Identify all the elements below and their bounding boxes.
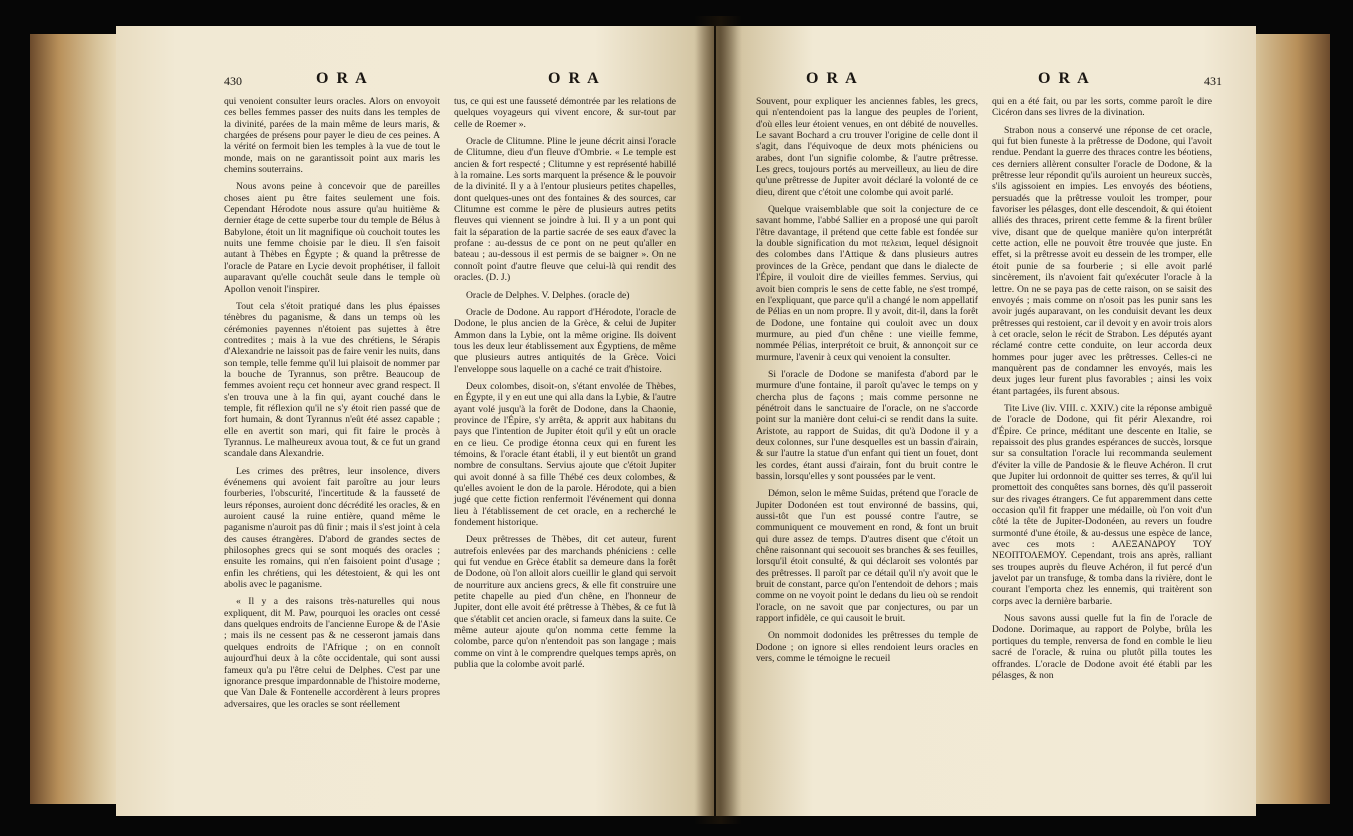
- paragraph: Tite Live (liv. VIII. c. XXIV.) cite la réponse ambiguë de l'oracle de Dodone, qui fit périr Alexandre, roi d'Épire. Ce prince, méditant une descente en Italie, se repaissoit des plus grandes espérances de succès, lorsque sur sa consultation l'oracle lui recommanda seulement d'éviter la ville de Pandosie & le fleuve Achéron. Il crut que Jupiter lui ordonnoit de quitter ses terres, & qu'il lui promettoit des conquêtes sans bornes, dès qu'il passeroit sur des rivages étrangers. Ce fut apparemment dans cette occasion qu'il fit frapper une médaille, où l'on voit d'un côté la tête de Jupiter-Dodonéen, au revers un foudre surmonté d'une étoile, & au-dessus une espèce de lance, avec ces mots : ΑΛΕΞΑΝΔΡΟΥ ΤΟΥ ΝΕΟΠΤΟΛΕΜΟΥ. Cependant, trois ans après, ralliant ses troupes auprès du fleuve Achéron, il fut percé d'un javelot par un transfuge, & tomba dans la rivière, dont le courant l'emporta chez les ennemis, qui traitèrent son corps avec la dernière barbarie.: [992, 402, 1212, 607]
- running-head-left-1: O R A: [316, 70, 369, 87]
- right-page: [716, 26, 1256, 816]
- paragraph: On nommoit dodonides les prêtresses du temple de Dodone ; on ignore si elles rendoient leurs oracles en vers, comme le témoigne le recueil: [756, 630, 978, 665]
- running-head-left-2: O R A: [548, 70, 601, 87]
- paragraph: « Il y a des raisons très-naturelles qui nous expliquent, dit M. Paw, pourquoi les oracles ont cessé dans quelques endroits de l'ancienne Europe & de l'Asie ; mais ils ne cessent pas & ne cesseront jamais dans quelques endroits de l'Afrique ; on en connoît aujourd'hui deux à la côte occidentale, qui sont aussi fameux qu'a pu l'être celui de Delphes. C'est par une ignorance presque impardonnable de l'histoire moderne, que Van Dale & Fontenelle accordèrent à leurs propres adversaires, que les oracles se sont réellement: [224, 596, 440, 710]
- left-page: [116, 26, 714, 816]
- paragraph: Quelque vraisemblable que soit la conjecture de ce savant homme, l'abbé Sallier en a proposé une qui paroît l'être davantage, il prétend que cette fable est fondée sur la double signification du mot πελειαι, lequel désignoit des colombes dans l'Attique & dans plusieurs autres provinces de la Grèce, pendant que dans le dialecte de l'Épire, il vouloit dire de vieilles femmes. Servius, qui avoit bien compris le sens de cette fable, ne s'est trompé, en l'expliquant, que parce qu'il a changé le nom appellatif de Pélias en un nom propre. Il y avoit, dit-il, dans la forêt de Dodone, une fontaine qui couloit avec un doux murmure, au pied d'un chêne : une vieille femme, nommée Pélias, interprétoit ce bruit, & annonçoit sur ce murmure, l'avenir à ceux qui venoient la consulter.: [756, 204, 978, 363]
- paragraph: Oracle de Clitumne. Pline le jeune décrit ainsi l'oracle de Clitumne, dieu d'un fleuve d'Ombrie. « Le temple est ancien & fort respecté ; Clitumne y est représenté habillé à la romaine. Les sorts marquent la présence & le pouvoir de la divinité. Il y a à l'entour plusieurs petites chapelles, dont quelques-unes ont des fontaines & des sources, car Clitumne est comme le père de plusieurs autres petits fleuves qui viennent se joindre à lui. Il y a un pont qui fait la séparation de la partie sacrée de ses eaux d'avec la profane : au-dessus de ce pont on ne peut qu'aller en bateau ; au-dessous il est permis de se baigner ». On ne connoît point d'autre fleuve que celui-là qui rendit des oracles. (D. J.): [454, 136, 676, 284]
- paragraph: Oracle de Dodone. Au rapport d'Hérodote, l'oracle de Dodone, le plus ancien de la Grèce, & celui de Jupiter Ammon dans la Lybie, ont la même origine. Ils doivent tous les deux leur établissement aux Égyptiens, de même que plusieurs autres antiquités de la Grèce. Voici l'enveloppe sous laquelle on a caché ce trait d'histoire.: [454, 306, 676, 375]
- paragraph: Deux prêtresses de Thèbes, dit cet auteur, furent autrefois enlevées par des marchands phéniciens : celle qui fut vendue en Grèce établit sa demeure dans la forêt de Dodone, où l'on alloit alors cueillir le gland qui servoit de nourriture aux anciens grecs, & elle fit construire une petite chapelle au pied d'un chêne, en l'honneur de Jupiter, dont elle avoit été prêtresse à Thèbes, & ce fut là que s'établit cet ancien oracle, si fameux dans la suite. Ce même auteur ajoute qu'on nomma cette femme la colombe, parce qu'on n'entendoit pas son langage ; mais comme on vint à le comprendre quelques temps après, on publia que la colombe avoit parlé.: [454, 534, 676, 671]
- paragraph: Deux colombes, disoit-on, s'étant envolée de Thèbes, en Égypte, il y en eut une qui alla dans la Lybie, & l'autre ayant volé jusqu'à la forêt de Dodone, dans la Chaonie, province de l'Épire, s'y arrêta, & apprit aux habitans du pays que l'intention de Jupiter étoit qu'il y eût un oracle en ce lieu. Ce prodige étonna ceux qui en furent les témoins, & l'oracle étant établi, il y eut bientôt un grand nombre de consultans. Servius ajoute que c'étoit Jupiter qui avoit donné à sa fille Thébé ces deux colombes, & qu'elles avoient le don de la parole. Hérodote, qui a bien jugé que cette fiction renfermoit l'événement qui donna lieu à l'établissement de cet oracle, en a recherché le fondement historique.: [454, 380, 676, 529]
- paragraph: Strabon nous a conservé une réponse de cet oracle, qui fut bien funeste à la prêtresse de Dodone, qui l'avoit rendue. Pendant la guerre des thraces contre les béotiens, ces derniers allèrent consulter l'oracle de Dodone, & la prêtresse leur répondit qu'ils auroient un heureux succès, s'ils agissoient en impies. Les envoyés des béotiens, persuadés que la prêtresse vouloit les tromper, pour favoriser les pélasges, dont elle descendoit, & qui étoient alliés des thraces, prirent cette femme & la firent brûler vive, disant que de quelque manière qu'on interprétât cette action, elle ne pouvoit être trouvée que juste. En effet, si la prêtresse avoit eu dessein de les tromper, elle étoit punie de sa fourberie ; si elle avoit parlé sincèrement, ils n'avoient fait qu'exécuter l'oracle à la lettre. On ne se paya pas de cette raison, on se saisit des envoyés ; mais comme on n'osoit pas les punir sans les avoir jugés auparavant, on les conduisit devant les deux prêtresses qui restoient, car il devoit y en avoir trois alors à cet oracle, selon le récit de Strabon. Les députés ayant réclamé contre cette conduite, on leur accorda deux hommes pour juger avec les prêtresses. Celles-ci ne manquèrent pas de condamner les envoyés, mais les deux juges leur furent plus favorables ; ainsi les voix étant partagées, ils furent absous.: [992, 124, 1212, 397]
- left-column-2: [454, 96, 676, 677]
- paragraph: Les crimes des prêtres, leur insolence, divers événemens qui avoient fait paroître au jour leurs fourberies, l'obscurité, l'incertitude & la fausseté de leurs réponses, auroient donc décrédité les oracles, & en auroient causé la ruine entière, quand même le paganisme n'auroit pas dû finir ; mais il s'est joint à cela des causes étrangères. D'abord de grandes sectes de philosophes grecs qui se sont moqués des oracles ; ensuite les romains, qui n'en faisoient point d'usage ; enfin les chrétiens, qui les détestoient, & qui les ont abolis avec le paganisme.: [224, 465, 440, 591]
- paragraph: tus, ce qui est une fausseté démontrée par les relations de quelques voyageurs qui vivent encore, & sur-tout par celle de Roemer ».: [454, 96, 676, 130]
- paragraph: Oracle de Delphes. V. Delphes. (oracle de): [466, 289, 630, 301]
- paragraph: Nous avons peine à concevoir que de pareilles choses aient pu être faites seulement une fois. Cependant Hérodote nous assure qu'au huitième & dernier étage de cette superbe tour du temple de Bélus à Babylone, étoit un lit magnifique où couchoit toutes les nuits une femme choisie par le dieu. Il s'en faisoit autant à Thèbes en Égypte ; & quand la prêtresse de l'oracle de Patare en Lycie devoit prophétiser, il falloit auparavant qu'elle couchât seule dans le temple où Apollon venoit l'inspirer.: [224, 181, 440, 295]
- paragraph: Souvent, pour expliquer les anciennes fables, les grecs, qui n'entendoient pas la langue des peuples de l'orient, d'où elles leur étoient venues, en ont débité de nouvelles. Le savant Bochard a cru trouver l'origine de celle dont il s'agit, dans l'équivoque de deux mots phéniciens ou arabes, dont l'un signifie colombe, & l'autre prêtresse. Les grecs, toujours portés au merveilleux, au lieu de dire qu'une prêtresse de Jupiter avoit déclaré la volonté de ce dieu, dirent que c'étoit une colombe qui avoit parlé.: [756, 96, 978, 198]
- page-number-left: 430: [224, 74, 242, 88]
- page-edges-left: [30, 34, 126, 804]
- running-head-right-1: O R A: [806, 70, 859, 87]
- open-book: [30, 16, 1330, 824]
- page-number-right: 431: [1204, 74, 1222, 88]
- running-head-right-2: O R A: [1038, 70, 1091, 87]
- right-column-2: [992, 96, 1212, 687]
- paragraph: qui en a été fait, ou par les sorts, comme paroît le dire Cicéron dans ses livres de la divination.: [992, 96, 1212, 119]
- gutter-shadow: [694, 16, 742, 824]
- left-column-1: [224, 96, 440, 716]
- paragraph: Tout cela s'étoit pratiqué dans les plus épaisses ténèbres du paganisme, & dans un temps où les cérémonies payennes n'étoient pas sujettes à être contredites ; mais à la vue des chrétiens, le Sérapis d'Alexandrie ne laissoit pas de faire venir les nuits, dans son temple, telle femme qu'il lui plaisoit de nommer par la bouche de Tyrannus, son prêtre. Beaucoup de femmes avoient reçu cet honneur avec grand respect. Il s'en trouva une à la fin qui, ayant couché dans le temple, fit réflexion qu'il ne s'y étoit rien passé que de fort humain, & dont Tyrannus n'eût été assez capable ; elle en avertit son mari, qui fit faire le procès à Tyrannus. Le malheureux avoua tout, & ce fut un grand scandale dans Alexandrie.: [224, 300, 440, 460]
- paragraph: Si l'oracle de Dodone se manifesta d'abord par le murmure d'une fontaine, il paroît qu'avec le temps on y chercha plus de façons ; mais comme personne ne pénétroit dans le sanctuaire de l'oracle, on ne s'accorde point sur la manière dont celui-ci se rendit dans la suite. Aristote, au rapport de Suidas, dit qu'à Dodone il y a deux colonnes, sur l'une desquelles est un bassin d'airain, & sur l'autre la statue d'un enfant qui tient un fouet, dont les cordes, étant aussi d'airain, font du bruit contre le bassin, lorsqu'elles y sont poussées par le vent.: [756, 368, 978, 482]
- right-column-1: [756, 96, 978, 671]
- paragraph: qui venoient consulter leurs oracles. Alors on envoyoit ces belles femmes passer des nuits dans les temples de la divinité, parées de la main même de leurs maris, & chargées de présens pour payer le dieu de ces peines. A la vérité on fermoit bien les temples à la vue de tout le monde, mais on ne garantissoit point aux maris les chemins souterrains.: [224, 96, 440, 176]
- paragraph: Nous savons aussi quelle fut la fin de l'oracle de Dodone. Dorimaque, au rapport de Polybe, brûla les portiques du temple, renversa de fond en comble le lieu sacré de l'oracle, & ruina ou plutôt pilla toutes les offrandes. L'oracle de Dodone avoit été établi par les pélasges, & non: [992, 613, 1212, 681]
- paragraph: Démon, selon le même Suidas, prétend que l'oracle de Jupiter Dodonéen est tout environné de bassins, qui, aussi-tôt que l'un est poussé contre l'autre, se communiquent ce mouvement en rond, & font un bruit qui dure assez de temps. D'autres disent que c'étoit un chêne raisonnant qui secouoit ses branches & ses feuilles, lorsqu'il étoit consulté, & qui déclaroit ses volontés par des prêtresses. Il paroît par ce détail qu'il n'y avoit que le bruit de constant, parce qu'on l'entendoit de dehors ; mais comme on ne voyoit point le dedans du lieu où se rendoit l'oracle, on ne savoit que par conjectures, ou par un rapport infidèle, ce qui causoit le bruit.: [756, 488, 978, 625]
